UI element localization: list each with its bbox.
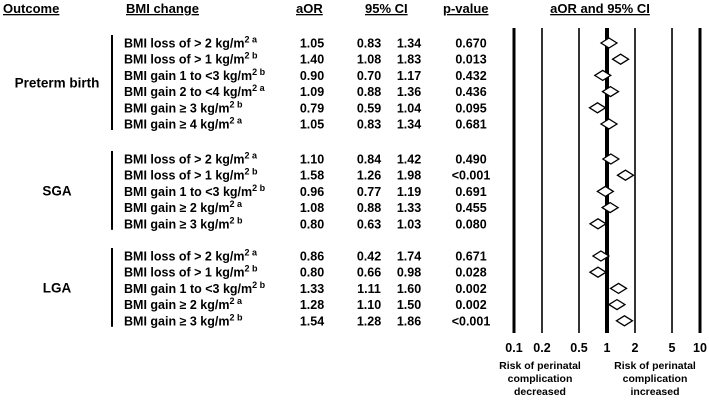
row-label-superscript: 2 b <box>229 215 243 226</box>
aor-value: 0.86 <box>299 249 325 264</box>
x-tick-label: 0.5 <box>570 341 588 355</box>
aor-diamond-marker <box>590 267 606 277</box>
p-value: 0.681 <box>455 117 487 132</box>
ci-high-value: 1.17 <box>396 68 422 83</box>
group-label: LGA <box>42 280 72 296</box>
p-value: 0.002 <box>455 298 487 313</box>
row-label-superscript: 2 a <box>229 199 243 210</box>
table-rows <box>15 35 491 329</box>
ci-high-value: 1.33 <box>396 201 422 216</box>
row-label-superscript: 2 b <box>252 182 266 193</box>
header-outcome: Outcome <box>3 1 60 16</box>
ci-high-value: 1.42 <box>396 152 422 167</box>
aor-value: 0.80 <box>299 265 325 280</box>
p-value: 0.671 <box>455 249 487 264</box>
p-value: 0.432 <box>455 68 487 83</box>
aor-diamond-marker <box>616 316 632 326</box>
p-value: 0.080 <box>455 217 487 232</box>
ci-high-value: 1.03 <box>396 217 422 232</box>
row-label: BMI gain 1 to <3 $kg/m^{2 b}$ <box>124 279 266 296</box>
aor-diamond-marker <box>617 170 633 180</box>
ci-low-value: 1.08 <box>356 52 382 67</box>
row-label-superscript: 2 b <box>244 50 258 61</box>
ci-high-value: 1.74 <box>396 249 422 264</box>
row-label: BMI gain ≥ 2 $kg/m^{2 a}$ <box>124 199 243 216</box>
ci-low-value: 0.59 <box>356 101 382 116</box>
ci-high-value: 1.86 <box>396 314 422 329</box>
p-value: 0.002 <box>455 281 487 296</box>
row-label: BMI gain ≥ 3 $kg/m^{2 b}$ <box>124 312 243 329</box>
row-label: BMI gain 2 to <4 $kg/m^{2 a}$ <box>124 83 265 100</box>
row-label: BMI loss of > 2 $kg/m^{2 a}$ <box>124 34 258 51</box>
ci-high-value: 0.98 <box>396 265 422 280</box>
aor-value: 1.05 <box>299 117 325 132</box>
aor-diamond-marker <box>590 219 606 229</box>
aor-value: 1.33 <box>299 281 325 296</box>
ci-high-value: 1.19 <box>396 184 422 199</box>
row-label: BMI gain ≥ 3 $kg/m^{2 b}$ <box>124 215 243 232</box>
aor-value: 1.10 <box>299 152 325 167</box>
row-label-superscript: 2 a <box>244 34 258 45</box>
aor-diamond-marker <box>602 203 618 213</box>
ci-low-value: 0.83 <box>356 36 382 51</box>
aor-diamond-marker <box>597 186 613 196</box>
header-ci: 95% CI <box>365 1 408 16</box>
aor-value: 1.40 <box>299 52 325 67</box>
row-label-superscript: 2 a <box>244 150 258 161</box>
row-label: BMI loss of > 1 $kg/m^{2 b}$ <box>124 263 258 280</box>
x-tick-label: 10 <box>693 341 707 355</box>
ci-low-value: 0.84 <box>356 152 382 167</box>
aor-value: 1.58 <box>299 168 325 183</box>
ci-low-value: 0.83 <box>356 117 382 132</box>
row-label-superscript: 2 a <box>229 296 243 307</box>
x-tick-label: 0.1 <box>505 341 523 355</box>
p-value: 0.436 <box>455 85 487 100</box>
p-value: 0.490 <box>455 152 487 167</box>
risk-notes <box>499 360 696 398</box>
ci-high-value: 1.34 <box>396 117 422 132</box>
note-increased-line2: complication <box>622 373 688 385</box>
ci-high-value: 1.04 <box>396 101 422 116</box>
aor-value: 1.05 <box>299 36 325 51</box>
aor-diamond-marker <box>611 283 627 293</box>
row-label: BMI gain ≥ 4 $kg/m^{2 a}$ <box>124 115 243 132</box>
header-plot: aOR and 95% CI <box>550 1 650 16</box>
row-label-superscript: 2 b <box>229 312 243 323</box>
ci-high-value: 1.60 <box>396 281 422 296</box>
row-label: BMI gain 1 to <3 $kg/m^{2 b}$ <box>124 182 266 199</box>
row-label-superscript: 2 b <box>244 166 258 177</box>
aor-value: 0.90 <box>299 68 325 83</box>
row-label-superscript: 2 a <box>244 247 258 258</box>
plot-area <box>505 28 707 355</box>
note-increased-line1: Risk of perinatal <box>614 360 696 372</box>
aor-value: 0.79 <box>299 101 325 116</box>
x-tick-label: 1 <box>603 341 611 355</box>
note-increased-line3: increased <box>630 386 680 398</box>
aor-value: 0.80 <box>299 217 325 232</box>
p-value: <0.001 <box>451 314 491 329</box>
aor-value: 1.08 <box>299 201 325 216</box>
ci-low-value: 1.26 <box>356 168 382 183</box>
ci-low-value: 0.88 <box>356 85 382 100</box>
aor-diamond-marker <box>601 38 617 48</box>
column-headers <box>3 1 650 16</box>
aor-value: 1.28 <box>299 298 325 313</box>
aor-diamond-marker <box>602 87 618 97</box>
ci-low-value: 1.11 <box>357 281 381 296</box>
header-aor: aOR <box>296 1 323 16</box>
note-decreased-line3: decreased <box>514 386 566 398</box>
aor-value: 0.96 <box>299 184 325 199</box>
p-value: 0.670 <box>455 36 487 51</box>
row-label: BMI gain 1 to <3 $kg/m^{2 b}$ <box>124 66 266 83</box>
row-label-superscript: 2 b <box>244 263 258 274</box>
row-label-superscript: 2 a <box>229 115 243 126</box>
aor-value: 1.09 <box>299 85 325 100</box>
ci-low-value: 0.70 <box>356 68 382 83</box>
ci-high-value: 1.36 <box>396 85 422 100</box>
note-decreased-line2: complication <box>507 373 573 385</box>
p-value: 0.455 <box>455 201 487 216</box>
header-pvalue: p-value <box>443 1 489 16</box>
p-value: 0.013 <box>455 52 487 67</box>
row-label-superscript: 2 b <box>252 279 266 290</box>
row-label: BMI gain ≥ 3 $kg/m^{2 b}$ <box>124 99 243 116</box>
row-label: BMI loss of > 1 $kg/m^{2 b}$ <box>124 166 258 183</box>
row-label: BMI gain ≥ 2 $kg/m^{2 a}$ <box>124 296 243 313</box>
row-label: BMI loss of > 2 $kg/m^{2 a}$ <box>124 247 258 264</box>
row-label: BMI loss of > 2 $kg/m^{2 a}$ <box>124 150 258 167</box>
x-tick-label: 5 <box>668 341 676 355</box>
aor-diamond-marker <box>613 54 629 64</box>
p-value: 0.691 <box>455 184 487 199</box>
row-label-superscript: 2 b <box>229 99 243 110</box>
ci-low-value: 0.42 <box>356 249 382 264</box>
ci-low-value: 0.63 <box>356 217 382 232</box>
ci-low-value: 1.28 <box>356 314 382 329</box>
group-label: SGA <box>42 183 72 199</box>
ci-low-value: 0.66 <box>356 265 382 280</box>
aor-diamond-marker <box>609 300 625 310</box>
p-value: 0.095 <box>455 101 487 116</box>
ci-low-value: 0.77 <box>356 184 382 199</box>
ci-high-value: 1.34 <box>396 36 422 51</box>
row-label-superscript: 2 a <box>252 83 265 94</box>
row-label: BMI loss of > 1 $kg/m^{2 b}$ <box>124 50 258 67</box>
x-tick-label: 2 <box>631 341 639 355</box>
ci-low-value: 0.88 <box>356 201 382 216</box>
note-decreased-line1: Risk of perinatal <box>499 360 581 372</box>
aor-diamond-marker <box>601 119 617 129</box>
ci-high-value: 1.50 <box>396 298 422 313</box>
group-label: Preterm birth <box>14 75 100 91</box>
p-value: 0.028 <box>455 265 487 280</box>
aor-diamond-marker <box>589 103 605 113</box>
p-value: <0.001 <box>451 168 491 183</box>
row-label-superscript: 2 b <box>252 66 266 77</box>
ci-high-value: 1.98 <box>396 168 422 183</box>
ci-high-value: 1.83 <box>396 52 422 67</box>
ci-low-value: 1.10 <box>356 298 382 313</box>
header-bmi-change: BMI change <box>126 1 199 16</box>
x-tick-label: 0.2 <box>533 341 551 355</box>
aor-value: 1.54 <box>299 314 325 329</box>
